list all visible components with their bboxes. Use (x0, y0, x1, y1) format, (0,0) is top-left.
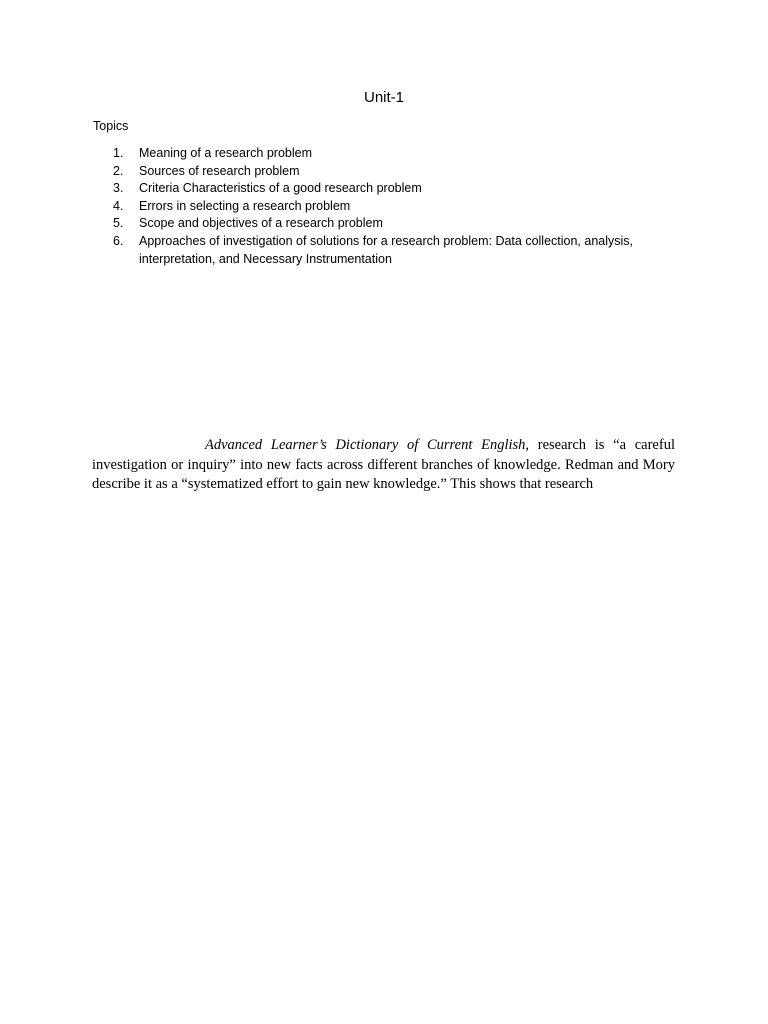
list-item-text: Scope and objectives of a research problem (139, 216, 383, 231)
page-title: Unit-1 (363, 89, 404, 106)
list-item-text: Criteria Characteristics of a good research problem (139, 181, 422, 196)
body-paragraph (92, 436, 675, 495)
list-item-text: Sources of research problem (139, 163, 300, 178)
list-item-number: 6. (113, 233, 124, 248)
list-item (0, 198, 680, 216)
list-item-number: 3. (113, 181, 124, 196)
list-item-number: 1. (113, 146, 124, 160)
list-item (0, 180, 680, 198)
list-item (0, 163, 680, 181)
list-item-text: Errors in selecting a research problem (139, 198, 351, 213)
list-item-number: 2. (113, 163, 124, 178)
dictionary-title: Advanced Learner’s Dictionary of Current English (205, 437, 526, 453)
list-item-text: Meaning of a research problem (139, 146, 313, 160)
list-item-text: Approaches of investigation of solutions for a research problem: Data collection, analysis, interpretation, and Necessary Instrumentation (139, 233, 634, 266)
list-item-number: 5. (113, 216, 124, 231)
list-item-number: 4. (113, 198, 124, 213)
list-item (0, 233, 680, 268)
list-item (0, 215, 680, 233)
list-item (0, 145, 680, 163)
paragraph-text: , research is “a careful investigation or inquiry” into new facts across different branches of knowledge. Redman and Mory describe it as a “systematized effort to gain new knowledge.” This shows that research (92, 437, 675, 492)
topic-list (0, 145, 680, 268)
topics-heading: Topics (93, 119, 129, 133)
